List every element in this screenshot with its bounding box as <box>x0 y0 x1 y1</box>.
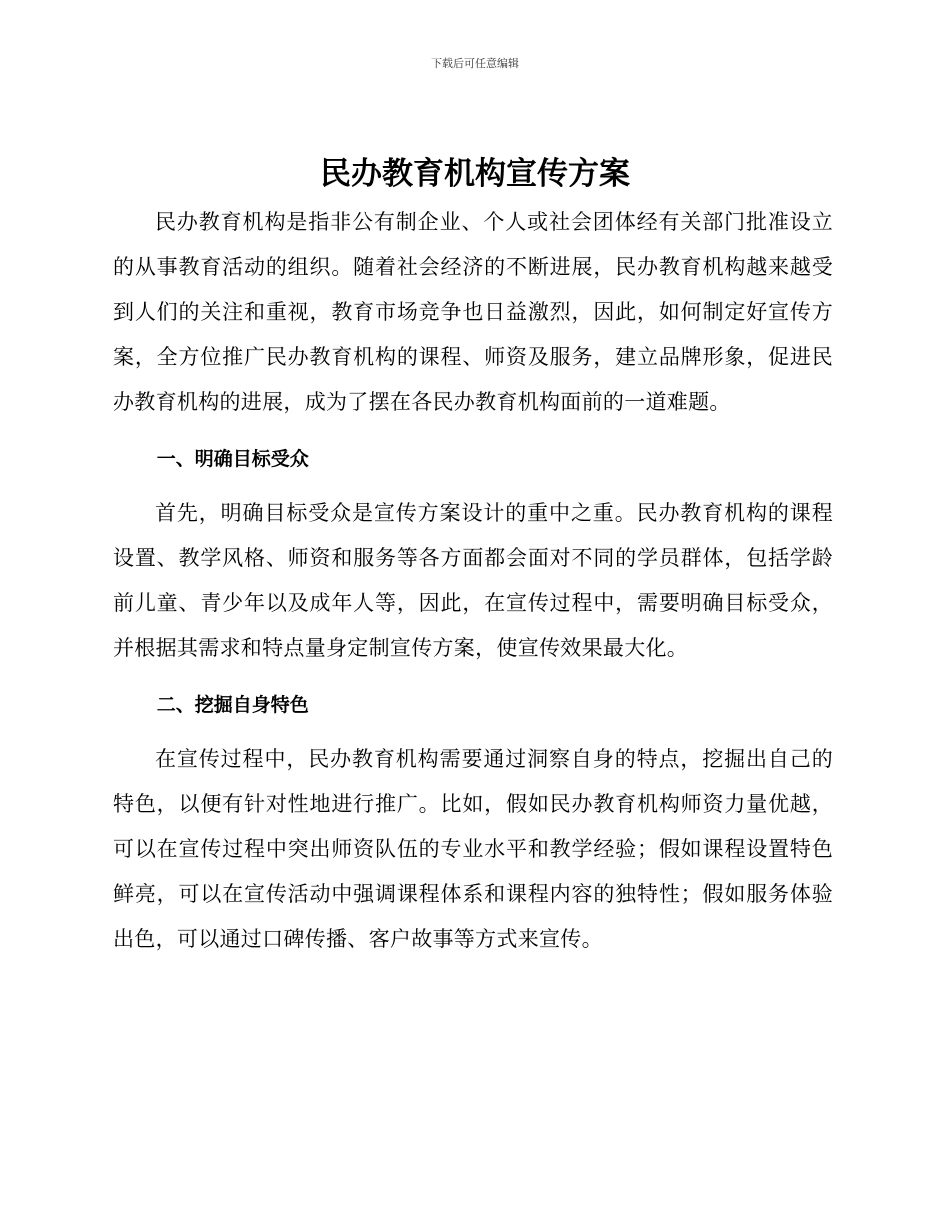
header-note: 下载后可任意编辑 <box>431 57 519 70</box>
section-paragraph-own-features: 在宣传过程中，民办教育机构需要通过洞察自身的特点，挖掘出自己的特色，以便有针对性地进行推广。比如，假如民办教育机构师资力量优越，可以在宣传过程中突出师资队伍的专业水平和教学经验；假如课程设置特色鲜亮，可以在宣传活动中强调课程体系和课程内容的独特性；假如服务体验出色，可以通过口碑传播、客户故事等方式来宣传。 <box>113 747 833 951</box>
section-heading-own-features: 二、挖掘自身特色 <box>156 694 309 716</box>
document-body <box>113 200 833 962</box>
section-paragraph-target-audience: 首先，明确目标受众是宣传方案设计的重中之重。民办教育机构的课程设置、教学风格、师资和服务等各方面都会面对不同的学员群体，包括学龄前儿童、青少年以及成年人等，因此，在宣传过程中，需要明确目标受众，并根据其需求和特点量身定制宣传方案，使宣传效果最大化。 <box>113 501 833 660</box>
page-title: 民办教育机构宣传方案 <box>320 156 630 192</box>
section-heading-target-audience: 一、明确目标受众 <box>156 448 309 470</box>
intro-paragraph: 民办教育机构是指非公有制企业、个人或社会团体经有关部门批准设立的从事教育活动的组织。随着社会经济的不断进展，民办教育机构越来越受到人们的关注和重视，教育市场竞争也日益激烈，因此，如何制定好宣传方案，全方位推广民办教育机构的课程、师资及服务，建立品牌形象，促进民办教育机构的进展，成为了摆在各民办教育机构面前的一道难题。 <box>113 210 833 414</box>
